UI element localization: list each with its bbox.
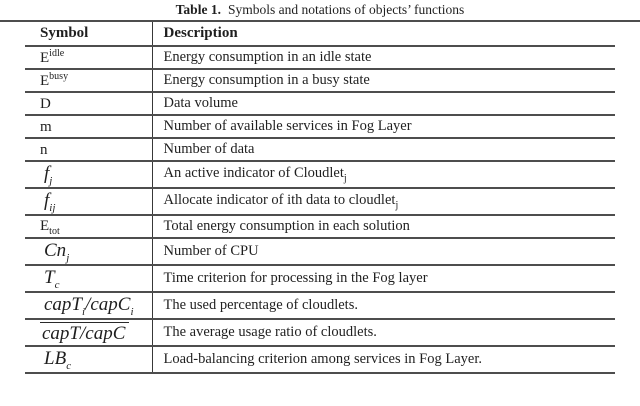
symbol-cell — [25, 215, 152, 238]
symbol-cell — [25, 188, 152, 215]
description-text: Number of available services in Fog Layer — [163, 118, 412, 134]
table-row — [25, 319, 615, 346]
description-text: Time criterion for processing in the Fog layer — [163, 270, 428, 286]
column-header-description: Description — [152, 22, 615, 46]
description-text: Allocate indicator of ith data to cloudlet$_j$ — [163, 192, 399, 211]
table-header-row — [25, 22, 615, 46]
table-body — [25, 46, 615, 373]
table-row — [25, 265, 615, 292]
table-row — [25, 115, 615, 138]
description-cell — [152, 292, 615, 319]
description-cell — [152, 346, 615, 373]
symbol-text: capT/capC — [40, 322, 129, 344]
description-text: An active indicator of Cloudlet$_j$ — [163, 165, 347, 184]
symbol-text: $E_{tot}$ — [40, 217, 60, 237]
description-text: Energy consumption in an idle state — [163, 49, 372, 65]
table-row — [25, 92, 615, 115]
symbol-cell — [25, 238, 152, 265]
description-text: Load-balancing criterion among services in Fog Layer. — [163, 351, 482, 367]
symbol-text: $E^{busy}$ — [40, 71, 69, 89]
description-cell — [152, 188, 615, 215]
description-cell — [152, 319, 615, 346]
symbol-cell — [25, 92, 152, 115]
description-text: Total energy consumption in each solution — [163, 218, 410, 234]
symbol-text: $f_{ij}$ — [44, 189, 56, 214]
table-row — [25, 215, 615, 238]
description-text: The average usage ratio of cloudlets. — [163, 324, 377, 340]
table-row — [25, 238, 615, 265]
symbol-cell — [25, 346, 152, 373]
symbol-text: $LB_c$ — [44, 347, 72, 372]
description-text: Number of data — [163, 141, 255, 157]
symbol-text: D — [40, 95, 51, 112]
table-row — [25, 188, 615, 215]
column-header-symbol: Symbol — [25, 22, 152, 46]
description-cell — [152, 215, 615, 238]
description-cell — [152, 46, 615, 69]
description-cell — [152, 265, 615, 292]
description-cell — [152, 115, 615, 138]
description-cell — [152, 238, 615, 265]
symbol-cell — [25, 319, 152, 346]
description-text: Data volume — [163, 95, 238, 111]
description-cell — [152, 69, 615, 92]
table-row — [25, 292, 615, 319]
symbol-text: $T_c$ — [44, 266, 60, 291]
symbols-table — [25, 22, 615, 374]
symbol-text: m — [40, 118, 52, 135]
symbol-cell — [25, 69, 152, 92]
description-cell — [152, 92, 615, 115]
symbol-cell — [25, 46, 152, 69]
table-row — [25, 161, 615, 188]
symbol-cell — [25, 138, 152, 161]
description-cell — [152, 161, 615, 188]
description-text: The used percentage of cloudlets. — [163, 297, 358, 313]
description-cell — [152, 138, 615, 161]
symbol-text: $E^{idle}$ — [40, 48, 65, 66]
symbol-text: capT$_i$/capC$_i$ — [44, 293, 134, 318]
symbol-text: $f_j$ — [44, 162, 53, 187]
symbol-cell — [25, 265, 152, 292]
symbol-text: n — [40, 141, 48, 158]
table-caption — [0, 0, 640, 19]
table-row — [25, 138, 615, 161]
table-row — [25, 346, 615, 373]
table-row — [25, 69, 615, 92]
table-caption-number: Table 1. — [175, 2, 221, 17]
description-text: Number of CPU — [163, 243, 259, 259]
symbol-text: $Cn_j$ — [44, 239, 70, 264]
description-text: Energy consumption in a busy state — [163, 72, 370, 88]
symbol-cell — [25, 292, 152, 319]
symbol-cell — [25, 161, 152, 188]
symbol-cell — [25, 115, 152, 138]
table-caption-text: Symbols and notations of objects’ functions — [227, 2, 465, 17]
table-row — [25, 46, 615, 69]
